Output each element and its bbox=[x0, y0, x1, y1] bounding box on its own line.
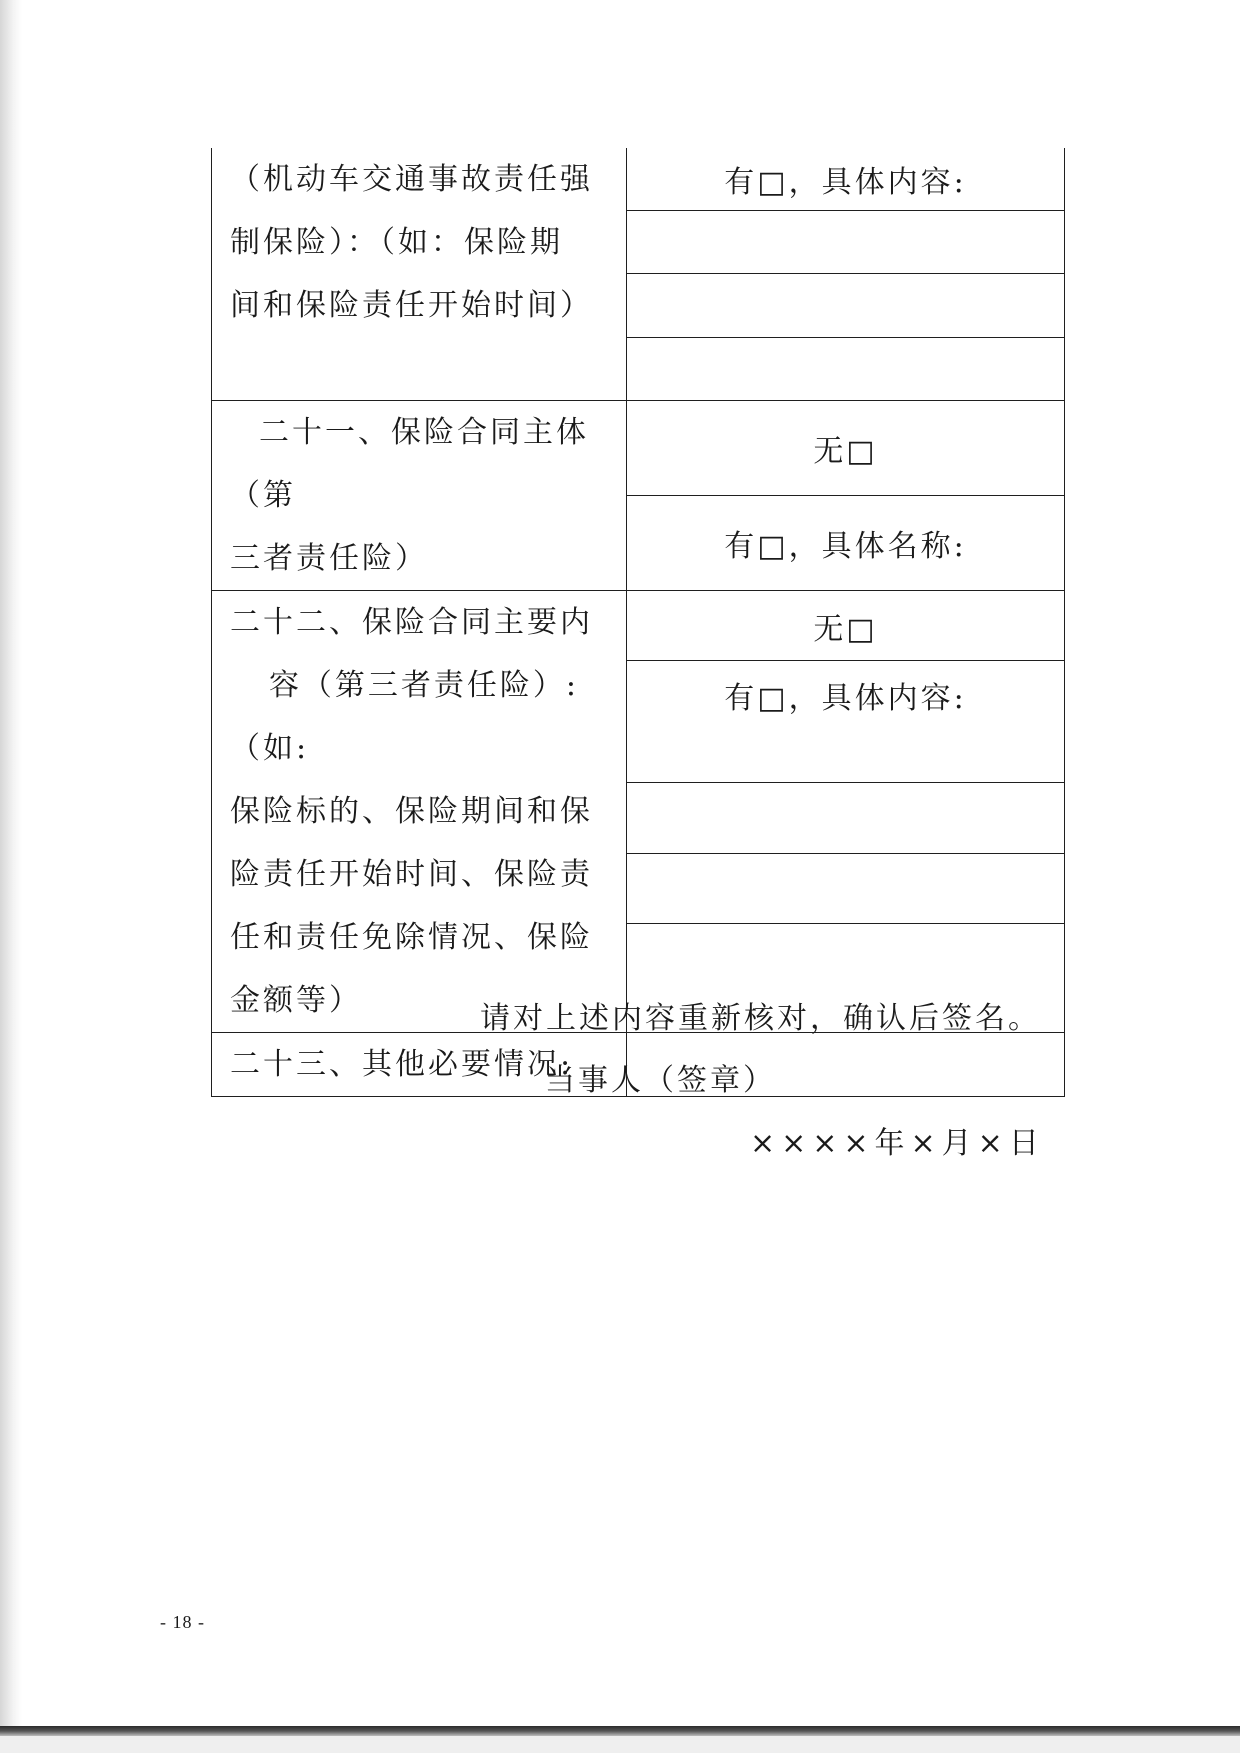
label-line: （机动车交通事故责任强 bbox=[230, 162, 593, 197]
value-blank-line[interactable] bbox=[627, 337, 1065, 400]
scan-bottom-edge bbox=[0, 1726, 1240, 1736]
value-none-checkbox[interactable]: 无□ bbox=[627, 401, 1065, 496]
scan-bottom-margin bbox=[0, 1736, 1240, 1753]
label-line: 险责任开始时间、保险责 bbox=[230, 857, 593, 892]
row-label-item-21 bbox=[212, 401, 627, 591]
row-label-item-22 bbox=[212, 591, 627, 1033]
scan-left-edge bbox=[0, 0, 22, 1753]
label-line: 任和责任免除情况、保险 bbox=[230, 920, 593, 955]
value-has-name[interactable]: 有□，具体名称: bbox=[627, 496, 1065, 591]
value-blank-line[interactable] bbox=[627, 211, 1065, 274]
label-line: 金额等） bbox=[230, 983, 362, 1018]
label-line: 保险标的、保险期间和保 bbox=[230, 794, 593, 829]
insurance-info-table bbox=[211, 148, 1065, 1097]
label-line: 三者责任险） bbox=[230, 541, 428, 576]
label-line: 制保险）：（如：保险期 bbox=[230, 225, 563, 260]
value-has-content[interactable]: 有□，具体内容: bbox=[627, 148, 1065, 211]
value-blank-line[interactable] bbox=[627, 783, 1065, 853]
page-number: - 18 - bbox=[160, 1612, 205, 1632]
value-has-content[interactable]: 有□，具体内容: bbox=[627, 661, 1065, 783]
value-blank-line[interactable] bbox=[627, 853, 1065, 923]
table-row bbox=[212, 591, 1065, 661]
label-line: 间和保险责任开始时间） bbox=[230, 288, 593, 323]
row-label-compulsory-insurance bbox=[212, 148, 627, 401]
table-row bbox=[212, 401, 1065, 496]
value-none-checkbox[interactable]: 无□ bbox=[627, 591, 1065, 661]
confirm-note: 请对上述内容重新核对，确认后签名。 bbox=[480, 1001, 1041, 1036]
label-line: 容（第三者责任险）:（如: bbox=[230, 668, 580, 766]
value-blank-line[interactable] bbox=[627, 274, 1065, 337]
label-line: 二十三、其他必要情况: bbox=[230, 1047, 574, 1082]
party-signature-line: 当事人（签章） bbox=[545, 1063, 776, 1098]
label-line: 二十二、保险合同主要内 bbox=[230, 605, 593, 640]
date-line: ××××年×月×日 bbox=[750, 1126, 1045, 1161]
label-line: 二十一、保险合同主体（第 bbox=[230, 415, 589, 513]
table-row bbox=[212, 148, 1065, 211]
